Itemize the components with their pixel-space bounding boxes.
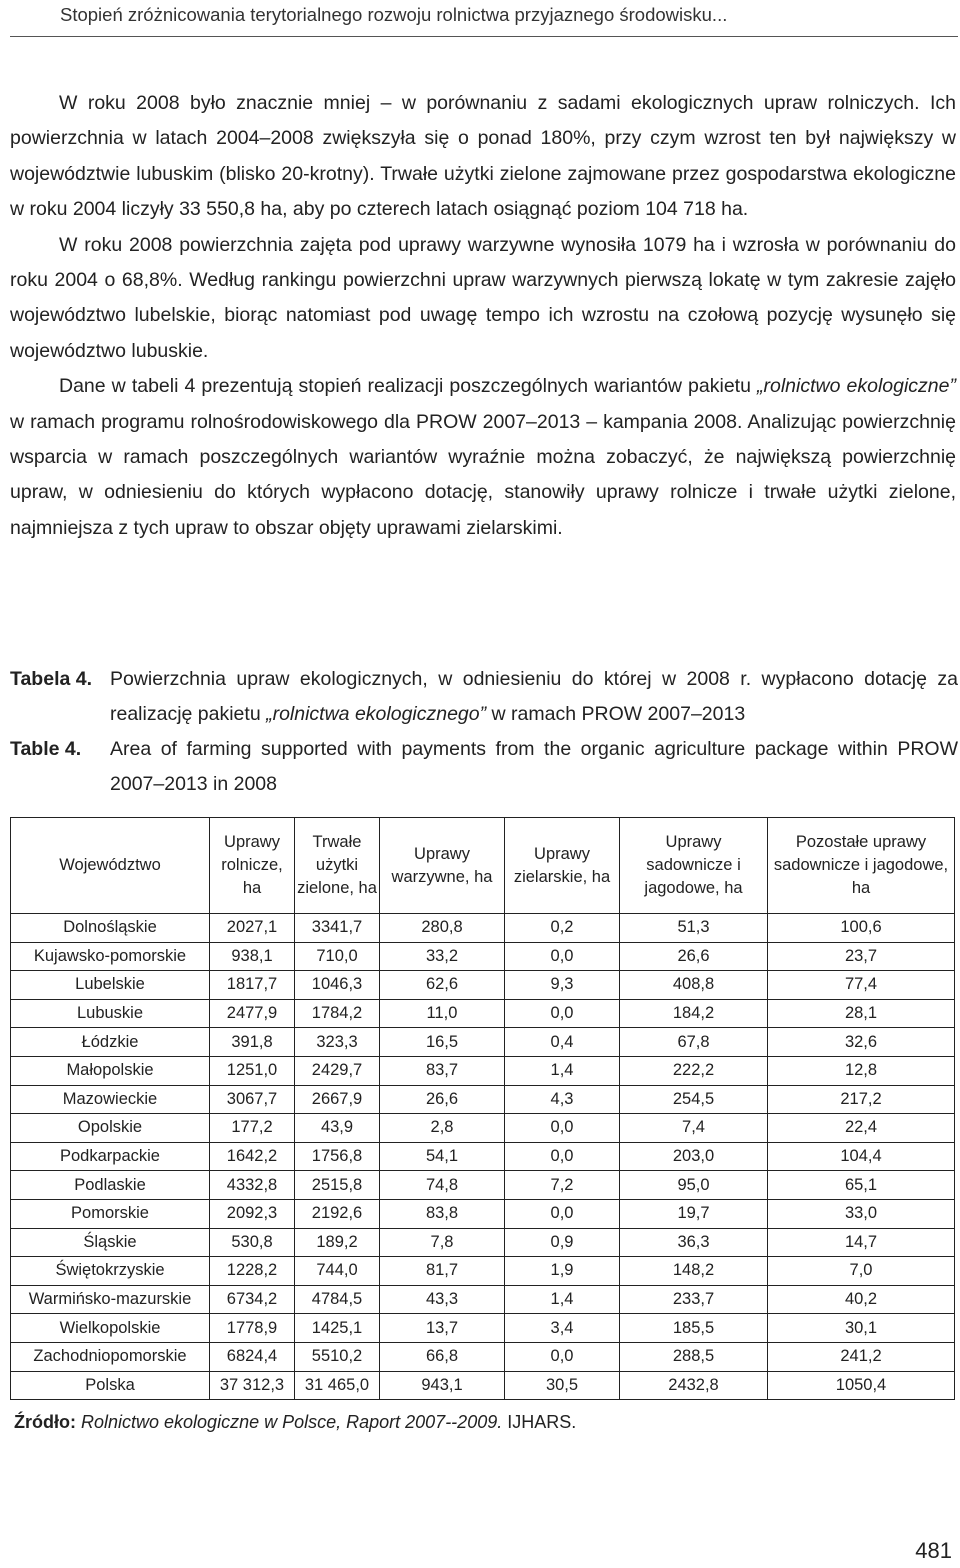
region-cell: Warmińsko-mazurskie (11, 1285, 210, 1314)
region-cell: Świętokrzyskie (11, 1257, 210, 1286)
value-cell: 7,2 (505, 1171, 620, 1200)
region-cell: Podkarpackie (11, 1142, 210, 1171)
value-cell: 33,2 (380, 942, 505, 971)
caption-pl-text (110, 662, 958, 732)
value-cell: 241,2 (768, 1342, 955, 1371)
value-cell: 62,6 (380, 971, 505, 1000)
value-cell: 744,0 (295, 1257, 380, 1286)
table-row (11, 914, 955, 943)
value-cell: 0,2 (505, 914, 620, 943)
region-cell: Zachodniopomorskie (11, 1342, 210, 1371)
value-cell: 16,5 (380, 1028, 505, 1057)
page-number: 481 (915, 1538, 952, 1563)
value-cell: 3,4 (505, 1314, 620, 1343)
value-cell: 0,0 (505, 999, 620, 1028)
table-row (11, 1056, 955, 1085)
table-row (11, 1342, 955, 1371)
caption-pl-text-b: w ramach PROW 2007–2013 (486, 703, 746, 725)
value-cell: 5510,2 (295, 1342, 380, 1371)
value-cell: 148,2 (620, 1257, 768, 1286)
value-cell: 83,8 (380, 1199, 505, 1228)
value-cell: 184,2 (620, 999, 768, 1028)
paragraph-1: W roku 2008 było znacznie mniej – w porównaniu z sadami ekologicznych upraw rolniczych. Ich powierzchnia w latach 2004–2008 zwiększyła się o ponad 180%, przy czym wzrost ten był największy w województwie lubuskim (blisko 20-krotny). Trwałe użytki zielone zajmowane przez gospodarstwa ekologiczne w roku 2004 liczyły 33 550,8 ha, aby po czterech latach osiągnąć poziom 104 718 ha. (10, 92, 956, 221)
region-cell: Małopolskie (11, 1056, 210, 1085)
value-cell: 288,5 (620, 1342, 768, 1371)
region-cell: Pomorskie (11, 1199, 210, 1228)
value-cell: 7,4 (620, 1114, 768, 1143)
value-cell: 40,2 (768, 1285, 955, 1314)
value-cell: 2515,8 (295, 1171, 380, 1200)
value-cell: 22,4 (768, 1114, 955, 1143)
value-cell: 54,1 (380, 1142, 505, 1171)
value-cell: 7,0 (768, 1257, 955, 1286)
caption-english (10, 732, 958, 802)
caption-pl-text-a: Powierzchnia upraw ekologicznych, w odniesieniu do której w 2008 r. wypłacono dotację za realizację pakietu (110, 668, 958, 725)
value-cell: 2432,8 (620, 1371, 768, 1400)
data-table (10, 817, 955, 1400)
value-cell: 3341,7 (295, 914, 380, 943)
value-cell: 0,0 (505, 1142, 620, 1171)
value-cell: 2192,6 (295, 1199, 380, 1228)
value-cell: 1228,2 (210, 1257, 295, 1286)
table-row (11, 1257, 955, 1286)
value-cell: 1,4 (505, 1285, 620, 1314)
value-cell: 4332,8 (210, 1171, 295, 1200)
source-label: Źródło: (14, 1412, 76, 1432)
value-cell: 1,4 (505, 1056, 620, 1085)
paragraph-3-text-a: Dane w tabeli 4 prezentują stopień realizacji poszczególnych wariantów pakietu (59, 375, 758, 398)
value-cell: 3067,7 (210, 1085, 295, 1114)
value-cell: 33,0 (768, 1199, 955, 1228)
value-cell: 2429,7 (295, 1056, 380, 1085)
value-cell: 28,1 (768, 999, 955, 1028)
value-cell: 1050,4 (768, 1371, 955, 1400)
region-cell: Podlaskie (11, 1171, 210, 1200)
value-cell: 0,0 (505, 942, 620, 971)
region-cell: Opolskie (11, 1114, 210, 1143)
source-note (14, 1412, 576, 1433)
paragraph-3-text-b: w ramach programu rolnośrodowiskowego dla PROW 2007–2013 – kampania 2008. Analizując powierzchnię wsparcia w ramach poszczególnych wariantów wyraźnie można zobaczyć, że największą powierzchnię upraw, w odniesieniu do których wypłacono dotację, stanowiły uprawy rolnicze i trwałe użytki zielone, najmniejsza z tych upraw to obszar objęty uprawami zielarskimi. (10, 410, 956, 539)
value-cell: 2092,3 (210, 1199, 295, 1228)
value-cell: 30,5 (505, 1371, 620, 1400)
body-text (10, 86, 956, 546)
value-cell: 938,1 (210, 942, 295, 971)
caption-polish (10, 662, 958, 732)
value-cell: 233,7 (620, 1285, 768, 1314)
source-publisher: IJHARS. (502, 1412, 577, 1432)
value-cell: 37 312,3 (210, 1371, 295, 1400)
value-cell: 2027,1 (210, 914, 295, 943)
table-body (11, 914, 955, 1400)
value-cell: 943,1 (380, 1371, 505, 1400)
value-cell: 4784,5 (295, 1285, 380, 1314)
value-cell: 2477,9 (210, 999, 295, 1028)
header-divider (10, 36, 958, 37)
value-cell: 4,3 (505, 1085, 620, 1114)
value-cell: 1046,3 (295, 971, 380, 1000)
table-row (11, 1314, 955, 1343)
region-cell: Mazowieckie (11, 1085, 210, 1114)
region-cell: Lubelskie (11, 971, 210, 1000)
value-cell: 530,8 (210, 1228, 295, 1257)
value-cell: 6734,2 (210, 1285, 295, 1314)
column-header: Pozostałe uprawy sadownicze i jagodowe, ha (768, 818, 955, 914)
value-cell: 67,8 (620, 1028, 768, 1057)
value-cell: 95,0 (620, 1171, 768, 1200)
paragraph-2: W roku 2008 powierzchnia zajęta pod uprawy warzywne wynosiła 1079 ha i wzrosła w porównaniu do roku 2004 o 68,8%. Według rankingu powierzchni upraw warzywnych pierwszą lokatę w tym zakresie zajęło województwo lubelskie, biorąc natomiast pod uwagę tempo ich wzrostu na czołową pozycję wysunęło się województwo lubuskie. (10, 233, 956, 362)
value-cell: 43,9 (295, 1114, 380, 1143)
value-cell: 51,3 (620, 914, 768, 943)
value-cell: 83,7 (380, 1056, 505, 1085)
value-cell: 217,2 (768, 1085, 955, 1114)
table-row (11, 1171, 955, 1200)
value-cell: 2,8 (380, 1114, 505, 1143)
value-cell: 408,8 (620, 971, 768, 1000)
value-cell: 30,1 (768, 1314, 955, 1343)
region-cell: Wielkopolskie (11, 1314, 210, 1343)
column-header: Uprawy sadownicze i jagodowe, ha (620, 818, 768, 914)
value-cell: 0,4 (505, 1028, 620, 1057)
caption-en-label: Table 4. (10, 738, 82, 760)
value-cell: 100,6 (768, 914, 955, 943)
column-header: Uprawy rolnicze, ha (210, 818, 295, 914)
source-title: Rolnictwo ekologiczne w Polsce, Raport 2007--2009. (81, 1412, 503, 1432)
value-cell: 189,2 (295, 1228, 380, 1257)
value-cell: 13,7 (380, 1314, 505, 1343)
value-cell: 6824,4 (210, 1342, 295, 1371)
value-cell: 43,3 (380, 1285, 505, 1314)
caption-en-text: Area of farming supported with payments from the organic agriculture package within PROW 2007–2013 in 2008 (110, 738, 958, 795)
value-cell: 203,0 (620, 1142, 768, 1171)
value-cell: 0,0 (505, 1342, 620, 1371)
value-cell: 280,8 (380, 914, 505, 943)
value-cell: 77,4 (768, 971, 955, 1000)
value-cell: 81,7 (380, 1257, 505, 1286)
table-row (11, 1228, 955, 1257)
value-cell: 391,8 (210, 1028, 295, 1057)
table-row (11, 1285, 955, 1314)
value-cell: 104,4 (768, 1142, 955, 1171)
region-cell: Śląskie (11, 1228, 210, 1257)
value-cell: 254,5 (620, 1085, 768, 1114)
value-cell: 23,7 (768, 942, 955, 971)
region-cell: Lubuskie (11, 999, 210, 1028)
caption-pl-italic: „rolnictwa ekologicznego” (266, 703, 487, 725)
region-cell: Łódzkie (11, 1028, 210, 1057)
region-cell: Polska (11, 1371, 210, 1400)
table-row (11, 1371, 955, 1400)
value-cell: 0,0 (505, 1199, 620, 1228)
value-cell: 1784,2 (295, 999, 380, 1028)
value-cell: 26,6 (380, 1085, 505, 1114)
value-cell: 1756,8 (295, 1142, 380, 1171)
value-cell: 11,0 (380, 999, 505, 1028)
paragraph-3-italic: „rolnictwo ekologiczne” (757, 375, 956, 398)
value-cell: 1251,0 (210, 1056, 295, 1085)
value-cell: 1,9 (505, 1257, 620, 1286)
running-header: Stopień zróżnicowania terytorialnego rozwoju rolnictwa przyjaznego środowisku... (60, 4, 728, 25)
value-cell: 19,7 (620, 1199, 768, 1228)
value-cell: 66,8 (380, 1342, 505, 1371)
value-cell: 74,8 (380, 1171, 505, 1200)
value-cell: 2667,9 (295, 1085, 380, 1114)
column-header: Województwo (11, 818, 210, 914)
value-cell: 1642,2 (210, 1142, 295, 1171)
value-cell: 1817,7 (210, 971, 295, 1000)
value-cell: 36,3 (620, 1228, 768, 1257)
table-row (11, 1085, 955, 1114)
value-cell: 323,3 (295, 1028, 380, 1057)
column-header: Trwałe użytki zielone, ha (295, 818, 380, 914)
table-row (11, 1028, 955, 1057)
value-cell: 185,5 (620, 1314, 768, 1343)
value-cell: 0,0 (505, 1114, 620, 1143)
value-cell: 222,2 (620, 1056, 768, 1085)
value-cell: 12,8 (768, 1056, 955, 1085)
value-cell: 710,0 (295, 942, 380, 971)
value-cell: 1425,1 (295, 1314, 380, 1343)
table-row (11, 1199, 955, 1228)
table-row (11, 1114, 955, 1143)
value-cell: 32,6 (768, 1028, 955, 1057)
column-header: Uprawy warzywne, ha (380, 818, 505, 914)
value-cell: 9,3 (505, 971, 620, 1000)
table-row (11, 971, 955, 1000)
value-cell: 7,8 (380, 1228, 505, 1257)
table-header-row (11, 818, 955, 914)
caption-pl-label: Tabela 4. (10, 668, 93, 690)
value-cell: 31 465,0 (295, 1371, 380, 1400)
table-row (11, 999, 955, 1028)
table-caption (10, 662, 958, 802)
region-cell: Kujawsko-pomorskie (11, 942, 210, 971)
table-row (11, 1142, 955, 1171)
value-cell: 1778,9 (210, 1314, 295, 1343)
value-cell: 0,9 (505, 1228, 620, 1257)
column-header: Uprawy zielarskie, ha (505, 818, 620, 914)
region-cell: Dolnośląskie (11, 914, 210, 943)
value-cell: 65,1 (768, 1171, 955, 1200)
value-cell: 177,2 (210, 1114, 295, 1143)
paragraph-3 (10, 369, 956, 546)
value-cell: 26,6 (620, 942, 768, 971)
table-row (11, 942, 955, 971)
value-cell: 14,7 (768, 1228, 955, 1257)
